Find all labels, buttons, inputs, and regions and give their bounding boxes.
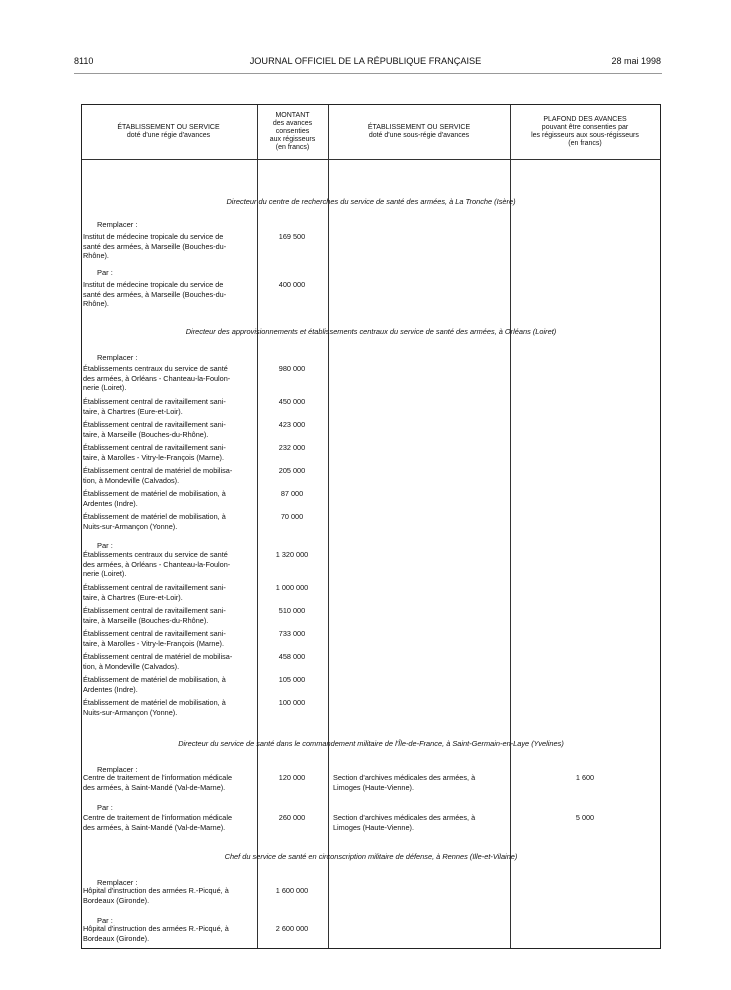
establishment-line: Hôpital d'instruction des armées R.-Picqué, à	[83, 886, 229, 895]
amount-value: 232 000	[278, 443, 306, 452]
column-header-plafond	[510, 116, 660, 148]
amount-value: 1 600 000	[275, 886, 309, 895]
column-header-line: doté d'une régie d'avances	[126, 132, 211, 139]
establishment-entry	[83, 397, 255, 416]
plafond-value: 5 000	[575, 813, 595, 822]
amount-value: 980 000	[278, 364, 306, 373]
establishment-entry	[83, 583, 255, 602]
column-header-line: les régisseurs aux sous-régisseurs	[531, 132, 639, 139]
establishment-line: Établissement central de ravitaillement sani-	[83, 420, 226, 429]
establishment-line: Hôpital d'instruction des armées R.-Picqué, à	[83, 924, 229, 933]
establishment-entry	[83, 606, 255, 625]
group-label: Par :	[97, 268, 113, 277]
establishment-line: Bordeaux (Gironde).	[83, 933, 150, 943]
establishment-line: Centre de traitement de l'information médicale	[83, 813, 233, 822]
establishment-line: Rhône).	[83, 299, 109, 309]
establishment-entry	[83, 629, 255, 648]
establishment-line: tion, à Mondeville (Calvados).	[83, 475, 180, 485]
amount-value: 260 000	[278, 813, 306, 822]
establishment-line: Établissement de matériel de mobilisation, à	[83, 698, 226, 707]
establishment-entry	[83, 773, 255, 792]
column-divider	[328, 105, 329, 948]
section-title: Directeur des approvisionnements et établissements centraux du service de santé des armées, à Orléans (Loiret)	[185, 327, 557, 336]
amount-value: 733 000	[278, 629, 306, 638]
establishment-line: Établissement de matériel de mobilisation, à	[83, 512, 226, 521]
establishment-line: Institut de médecine tropicale du service de	[83, 280, 224, 289]
sub-regie-line: Section d'archives médicales des armées, à	[333, 813, 476, 822]
establishment-line: Établissement central de matériel de mobilisa-	[83, 466, 233, 475]
group-label: Remplacer :	[97, 220, 138, 229]
establishment-line: nerie (Loiret).	[83, 383, 127, 393]
sub-regie-line: Section d'archives médicales des armées, à	[333, 773, 476, 782]
establishment-entry	[83, 698, 255, 717]
column-header-line: consenties	[275, 128, 310, 135]
column-header-sous-regie	[328, 124, 510, 140]
amount-value: 458 000	[278, 652, 306, 661]
establishment-line: Institut de médecine tropicale du service de	[83, 232, 224, 241]
establishment-entry	[83, 924, 255, 943]
establishment-entry	[83, 813, 255, 832]
establishment-line: taire, à Marolles - Vitry-le-François (Marne).	[83, 452, 224, 462]
page-date: 28 mai 1998	[611, 56, 661, 66]
establishment-line: Établissement central de ravitaillement sani-	[83, 629, 226, 638]
amount-value: 120 000	[278, 773, 306, 782]
establishment-line: Ardentes (Indre).	[83, 684, 138, 694]
establishment-line: taire, à Chartres (Eure-et-Loir).	[83, 592, 183, 602]
establishment-line: taire, à Marseille (Bouches-du-Rhône).	[83, 615, 209, 625]
journal-title: JOURNAL OFFICIEL DE LA RÉPUBLIQUE FRANÇAISE	[249, 56, 482, 66]
column-header-line: aux régisseurs	[269, 136, 316, 143]
column-header-line: (en francs)	[568, 140, 602, 147]
column-header-montant	[257, 112, 328, 152]
establishment-line: taire, à Marseille (Bouches-du-Rhône).	[83, 429, 209, 439]
establishment-entry	[83, 550, 255, 579]
amount-value: 205 000	[278, 466, 306, 475]
sub-regie-line: Limoges (Haute-Vienne).	[333, 782, 414, 792]
section-title: Chef du service de santé en circonscription militaire de défense, à Rennes (Ille-et-Vilaine)	[224, 852, 518, 861]
establishment-line: des armées, à Saint-Mandé (Val-de-Marne).	[83, 822, 226, 832]
establishment-line: Établissement central de ravitaillement sani-	[83, 443, 226, 452]
sub-regie-entry	[333, 773, 507, 792]
amount-value: 87 000	[280, 489, 304, 498]
establishment-line: Établissement central de matériel de mobilisa-	[83, 652, 233, 661]
establishment-line: Nuits-sur-Armançon (Yonne).	[83, 521, 178, 531]
amount-value: 2 600 000	[275, 924, 309, 933]
amount-value: 450 000	[278, 397, 306, 406]
amount-value: 400 000	[278, 280, 306, 289]
establishment-line: santé des armées, à Marseille (Bouches-du-	[83, 241, 227, 251]
establishment-entry	[83, 466, 255, 485]
establishment-line: tion, à Mondeville (Calvados).	[83, 661, 180, 671]
column-header-line: des avances	[272, 120, 313, 127]
establishment-entry	[83, 886, 255, 905]
column-header-line: (en francs)	[275, 144, 310, 151]
establishment-entry	[83, 364, 255, 393]
sub-regie-line: Limoges (Haute-Vienne).	[333, 822, 414, 832]
group-label: Par :	[97, 916, 113, 925]
establishment-line: Établissements centraux du service de santé	[83, 550, 228, 559]
amount-value: 169 500	[278, 232, 306, 241]
establishment-line: Rhône).	[83, 251, 109, 261]
group-label: Par :	[97, 803, 113, 812]
group-label: Remplacer :	[97, 878, 138, 887]
section-title: Directeur du service de santé dans le commandement militaire de l'Île-de-France, à Saint-Germain-en-Laye (Yvelines)	[178, 739, 564, 748]
establishment-line: Établissement central de ravitaillement sani-	[83, 397, 226, 406]
group-label: Par :	[97, 541, 113, 550]
group-label: Remplacer :	[97, 353, 138, 362]
establishment-entry	[83, 443, 255, 462]
amount-value: 100 000	[278, 698, 306, 707]
column-header-line: ÉTABLISSEMENT OU SERVICE	[117, 124, 220, 131]
establishment-entry	[83, 512, 255, 531]
establishment-line: Établissements centraux du service de santé	[83, 364, 228, 373]
amount-value: 423 000	[278, 420, 306, 429]
establishment-line: Établissement central de ravitaillement sani-	[83, 583, 226, 592]
establishment-entry	[83, 232, 255, 261]
establishment-line: santé des armées, à Marseille (Bouches-du-	[83, 289, 227, 299]
amount-value: 70 000	[280, 512, 304, 521]
column-header-line: doté d'une sous-régie d'avances	[368, 132, 470, 139]
establishment-line: des armées, à Orléans - Chanteau-la-Foulon-	[83, 559, 231, 569]
header-rule	[74, 73, 662, 74]
establishment-entry	[83, 420, 255, 439]
amount-value: 1 000 000	[275, 583, 309, 592]
amount-value: 510 000	[278, 606, 306, 615]
establishment-line: taire, à Chartres (Eure-et-Loir).	[83, 406, 183, 416]
establishment-line: Nuits-sur-Armançon (Yonne).	[83, 707, 178, 717]
establishment-entry	[83, 280, 255, 309]
plafond-value: 1 600	[575, 773, 595, 782]
sub-regie-entry	[333, 813, 507, 832]
column-header-line: MONTANT	[275, 112, 310, 119]
establishment-line: Bordeaux (Gironde).	[83, 895, 150, 905]
establishment-line: Établissement central de ravitaillement sani-	[83, 606, 226, 615]
establishment-entry	[83, 489, 255, 508]
establishment-entry	[83, 652, 255, 671]
establishment-line: taire, à Marolles - Vitry-le-François (Marne).	[83, 638, 224, 648]
section-title: Directeur du centre de recherches du service de santé des armées, à La Tronche (Isère)	[226, 197, 516, 206]
establishment-line: Centre de traitement de l'information médicale	[83, 773, 233, 782]
establishment-line: Établissement de matériel de mobilisation, à	[83, 675, 226, 684]
page-number: 8110	[74, 56, 94, 66]
column-header-line: PLAFOND DES AVANCES	[543, 116, 627, 123]
amount-value: 1 320 000	[275, 550, 309, 559]
group-label: Remplacer :	[97, 765, 138, 774]
establishment-line: des armées, à Orléans - Chanteau-la-Foulon-	[83, 373, 231, 383]
column-header-line: pouvant être consenties par	[541, 124, 629, 131]
establishment-entry	[83, 675, 255, 694]
column-header-etablissement	[81, 124, 256, 140]
amount-value: 105 000	[278, 675, 306, 684]
establishment-line: Établissement de matériel de mobilisation, à	[83, 489, 226, 498]
establishment-line: des armées, à Saint-Mandé (Val-de-Marne).	[83, 782, 226, 792]
establishment-line: nerie (Loiret).	[83, 569, 127, 579]
column-header-line: ÉTABLISSEMENT OU SERVICE	[367, 124, 471, 131]
header-divider	[82, 159, 660, 160]
establishment-line: Ardentes (Indre).	[83, 498, 138, 508]
